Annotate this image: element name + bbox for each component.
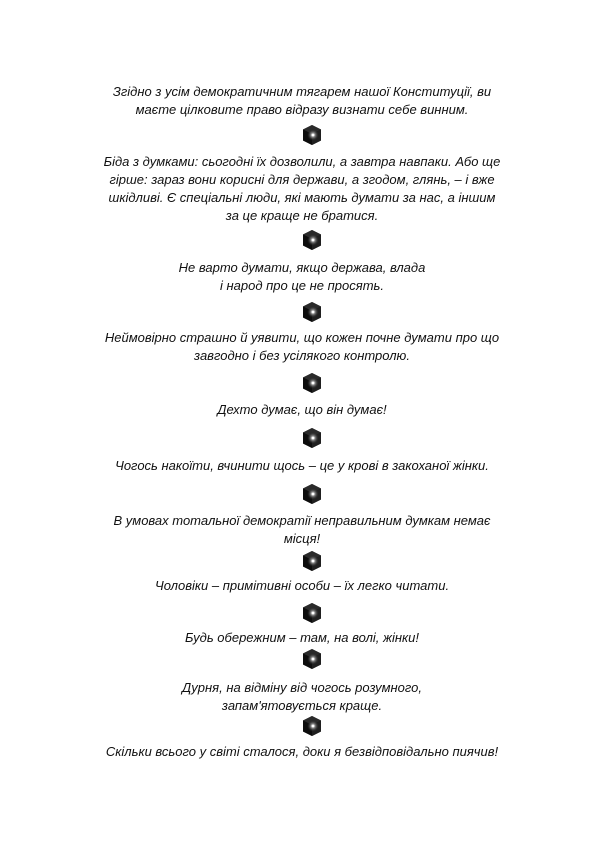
quote-line: шкідливі. Є спеціальні люди, які мають думати за нас, а іншим bbox=[108, 190, 496, 205]
quote-10 bbox=[60, 679, 544, 715]
dark-cube-ornament-icon bbox=[301, 715, 323, 737]
quote-8 bbox=[60, 577, 544, 595]
dark-cube-ornament-icon bbox=[301, 301, 323, 323]
quote-line: Не варто думати, якщо держава, влада bbox=[178, 260, 426, 275]
quote-6 bbox=[60, 457, 544, 475]
quote-line: Біда з думками: сьогодні їх дозволили, а завтра навпаки. Або ще bbox=[103, 154, 501, 169]
quote-5 bbox=[60, 401, 544, 419]
quote-11 bbox=[60, 743, 544, 761]
dark-cube-ornament-icon bbox=[301, 372, 323, 394]
quote-2 bbox=[60, 153, 544, 225]
quote-9 bbox=[60, 629, 544, 647]
quote-line: маєте цілковите право відразу визнати себе винним. bbox=[135, 102, 469, 117]
dark-cube-ornament-icon bbox=[301, 229, 323, 251]
quote-line: місця! bbox=[283, 531, 321, 546]
quote-1 bbox=[60, 83, 544, 119]
quote-line: Згідно з усім демократичним тягарем нашої Конституції, ви bbox=[112, 84, 492, 99]
dark-cube-ornament-icon bbox=[301, 483, 323, 505]
quote-3 bbox=[60, 259, 544, 295]
quote-line: завгодно і без усілякого контролю. bbox=[194, 348, 410, 363]
quote-line: Чоловіки – примітивні особи – їх легко читати. bbox=[154, 578, 450, 593]
quote-7 bbox=[60, 512, 544, 548]
quote-line: запам'ятовується краще. bbox=[221, 698, 383, 713]
quote-line: Скільки всього у світі сталося, доки я безвідповідально пиячив! bbox=[105, 744, 499, 759]
quote-line: Дурня, на відміну від чогось розумного, bbox=[182, 680, 422, 695]
dark-cube-ornament-icon bbox=[301, 124, 323, 146]
quote-line: Неймовірно страшно й уявити, що кожен почне думати про що bbox=[104, 330, 500, 345]
quote-line: Дехто думає, що він думає! bbox=[217, 402, 387, 417]
dark-cube-ornament-icon bbox=[301, 550, 323, 572]
dark-cube-ornament-icon bbox=[301, 602, 323, 624]
dark-cube-ornament-icon bbox=[301, 648, 323, 670]
quote-line: В умовах тотальної демократії неправильним думкам немає bbox=[113, 513, 491, 528]
quote-4 bbox=[60, 329, 544, 365]
quote-line: гірше: зараз вони корисні для держави, а згодом, глянь, – і вже bbox=[109, 172, 495, 187]
dark-cube-ornament-icon bbox=[301, 427, 323, 449]
quote-line: Чогось накоїти, вчинити щось – це у крові в закоханої жінки. bbox=[115, 458, 489, 473]
quote-line: і народ про це не просять. bbox=[220, 278, 384, 293]
quote-line: за це краще не братися. bbox=[225, 208, 379, 223]
quote-line: Будь обережним – там, на волі, жінки! bbox=[185, 630, 419, 645]
